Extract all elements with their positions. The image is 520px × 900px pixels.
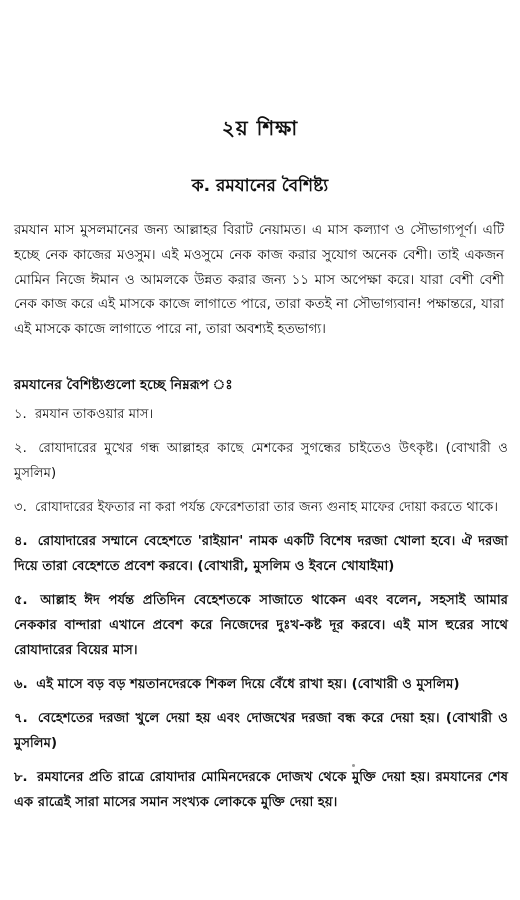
feature-item	[14, 495, 508, 520]
section-title: ক. রমযানের বৈশিষ্ট্য	[191, 176, 329, 196]
feature-text: রোযাদারের সম্মানে বেহেশতে 'রাইয়ান' নামক একটি বিশেষ দরজা খোলা হবে। ঐ দরজা দিয়ে তারা বেহেশতে প্রবেশ করবে। (বোখারী, মুসলিম ও ইবনে খোযাইমা)	[14, 534, 508, 574]
feature-item	[14, 765, 508, 815]
feature-item	[14, 529, 508, 579]
feature-number: ২.	[14, 441, 27, 456]
feature-number: ৪.	[14, 534, 28, 549]
feature-text: রোযাদারের ইফতার না করা পর্যন্ত ফেরেশতারা তার জন্য গুনাহ মাফের দোয়া করতে থাকে।	[34, 500, 499, 515]
feature-text: আল্লাহ ঈদ পর্যন্ত প্রতিদিন বেহেশতকে সাজাতে থাকেন এবং বলেন, সহসাই আমার নেককার বান্দারা এখানে প্রবেশ করে নিজেদের দুঃখ-কষ্ট দূর করবে। এই মাস হুরের সাথে রোযাদারের বিয়ের মাস।	[14, 593, 508, 658]
feature-item	[14, 436, 508, 486]
feature-item	[14, 402, 508, 427]
intro-paragraph: রমযান মাস মুসলমানের জন্য আল্লাহর বিরাট নেয়ামত। এ মাস কল্যাণ ও সৌভাগ্যপূর্ণ। এটি হচ্ছে নেক কাজের মওসুম। এই মওসুমে নেক কাজ করার সুযোগ অনেক বেশী। তাই একজন মোমিন নিজে ঈমান ও আমলকে উন্নত করার জন্য ১১ মাস অপেক্ষা করে। যারা বেশী বেশী নেক কাজ করে এই মাসকে কাজে লাগাতে পারে, তারা কতই না সৌভাগ্যবান! পক্ষান্তরে, যারা এই মাসকে কাজে লাগাতে পারে না, তারা অবশ্যই হতভাগ্য।	[14, 223, 504, 337]
feature-item	[14, 706, 508, 756]
features-heading: রমযানের বৈশিষ্ট্যগুলো হচ্ছে নিম্নরূপ ঃ	[14, 377, 233, 393]
feature-text: বেহেশতের দরজা খুলে দেয়া হয় এবং দোজখের দরজা বন্ধ করে দেয়া হয়। (বোখারী ও মুসলিম)	[14, 711, 508, 751]
feature-number: ৮.	[14, 770, 28, 785]
scan-speck	[352, 764, 355, 767]
feature-number: ৩.	[14, 500, 27, 515]
feature-number: ৫.	[14, 593, 28, 608]
feature-item	[14, 588, 508, 663]
feature-item	[14, 672, 508, 697]
feature-text: রোযাদারের মুখের গন্ধ আল্লাহর কাছে মেশকের সুগন্ধের চাইতেও উৎকৃষ্ট। (বোখারী ও মুসলিম)	[14, 441, 508, 481]
chapter-title: ২য় শিক্ষা	[221, 116, 299, 140]
feature-text: এই মাসে বড় বড় শয়তানদেরকে শিকল দিয়ে বেঁধে রাখা হয়। (বোখারী ও মুসলিম)	[36, 677, 460, 692]
features-list	[14, 402, 508, 824]
feature-number: ৬.	[14, 677, 28, 692]
feature-text: রমযানের প্রতি রাত্রে রোযাদার মোমিনদেরকে দোজখ থেকে মুক্তি দেয়া হয়। রমযানের শেষ এক রাত্রেই সারা মাসের সমান সংখ্যক লোককে মুক্তি দেয়া হয়।	[14, 770, 509, 810]
feature-number: ৭.	[14, 711, 28, 726]
feature-text: রমযান তাকওয়ার মাস।	[34, 407, 154, 422]
feature-number: ১.	[14, 407, 27, 422]
